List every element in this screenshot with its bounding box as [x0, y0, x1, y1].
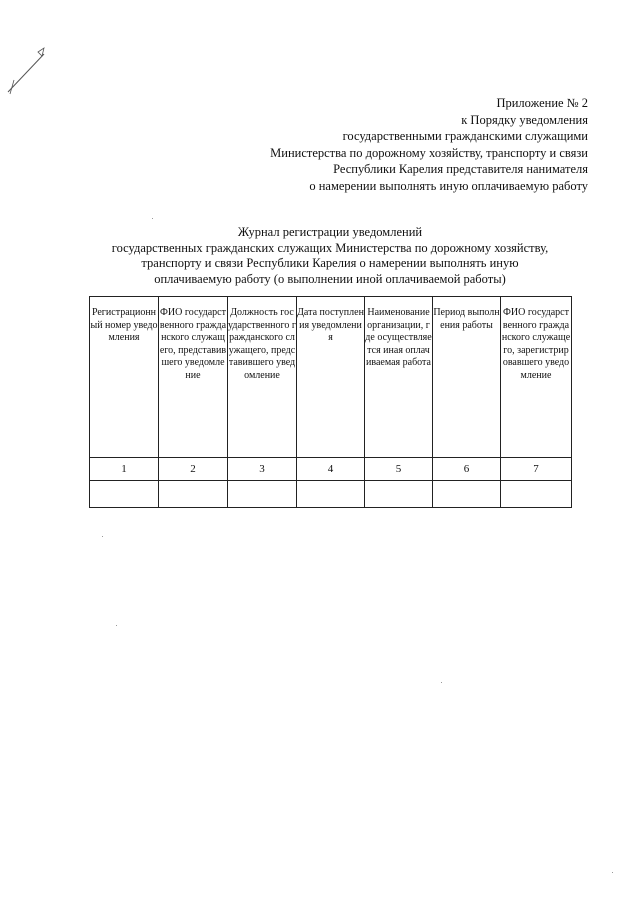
scan-speck: [441, 682, 442, 683]
column-number: 1: [90, 458, 159, 481]
empty-cell: [90, 481, 159, 508]
header-registrar-name: ФИО государственного гражданского служащего, зарегистрировавшего уведомление: [501, 297, 572, 458]
header-organization-name: Наименование организации, где осуществляется иная оплачиваемая работа: [365, 297, 433, 458]
header-receipt-date: Дата поступления уведомления: [297, 297, 365, 458]
column-number: 7: [501, 458, 572, 481]
appendix-line: государственными гражданскими служащими: [342, 129, 588, 144]
empty-cell: [433, 481, 501, 508]
appendix-line: Республики Карелия представителя нанимателя: [333, 162, 588, 177]
empty-cell: [501, 481, 572, 508]
journal-title: [90, 225, 570, 287]
column-number: 6: [433, 458, 501, 481]
appendix-title: Приложение № 2: [496, 96, 588, 110]
column-number: 5: [365, 458, 433, 481]
scan-speck: [612, 872, 613, 873]
empty-row: [90, 481, 572, 508]
header-submitter-position: Должность государственного гражданского служащего, представившего уведомление: [228, 297, 297, 458]
column-number: 4: [297, 458, 365, 481]
header-submitter-name: ФИО государственного гражданского служащего, представившего уведомление: [159, 297, 228, 458]
empty-cell: [228, 481, 297, 508]
journal-title-line: Журнал регистрации уведомлений: [237, 225, 423, 239]
column-number: 2: [159, 458, 228, 481]
column-number-row: [90, 458, 572, 481]
journal-title-line: оплачиваемую работу (о выполнении иной оплачиваемой работы): [154, 271, 506, 286]
empty-cell: [297, 481, 365, 508]
scan-speck: [116, 625, 117, 626]
table-header-row: [90, 297, 572, 458]
appendix-line: Министерства по дорожному хозяйству, транспорту и связи: [270, 145, 588, 160]
column-number: 3: [228, 458, 297, 481]
appendix-header: [168, 95, 588, 195]
journal-title-line: транспорту и связи Республики Карелия о намерении выполнять иную: [141, 256, 519, 270]
scan-speck: [102, 536, 103, 537]
empty-cell: [365, 481, 433, 508]
appendix-line: о намерении выполнять иную оплачиваемую работу: [309, 178, 588, 193]
scan-speck: [152, 218, 153, 219]
appendix-line: к Порядку уведомления: [461, 112, 588, 127]
empty-cell: [159, 481, 228, 508]
registration-table: [89, 296, 572, 508]
header-work-period: Период выполнения работы: [433, 297, 501, 458]
journal-title-line: государственных гражданских служащих Министерства по дорожному хозяйству,: [111, 240, 549, 255]
header-registration-number: Регистрационный номер уведомления: [90, 297, 159, 458]
scan-mark-icon: [4, 44, 48, 96]
